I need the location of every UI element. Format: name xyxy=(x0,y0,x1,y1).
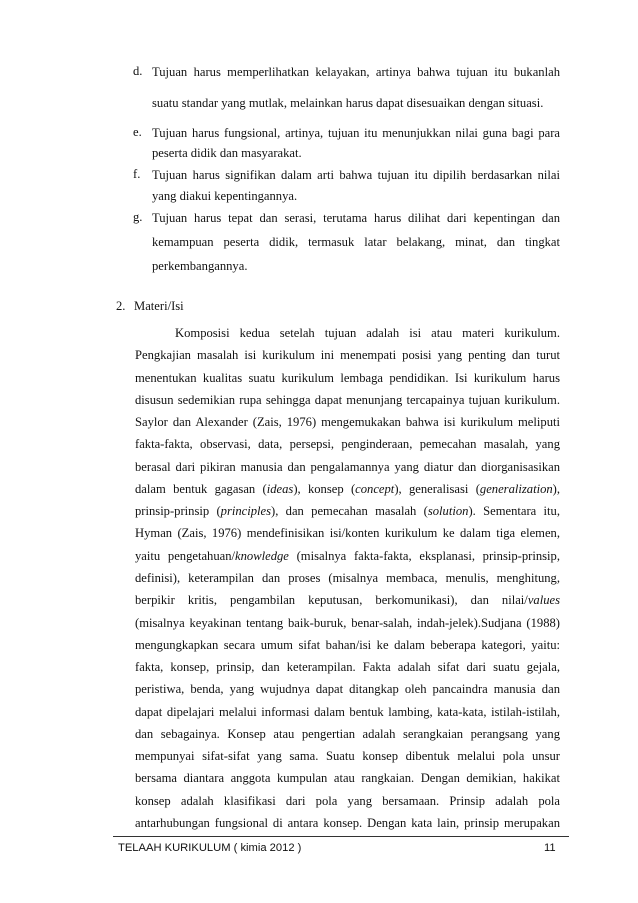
list-f-marker: f. xyxy=(133,167,141,181)
list-e-marker: e. xyxy=(133,125,142,139)
body-line: bersama diantara anggota kumpulan atau rangkaian. Dengan demikian, hakikat xyxy=(135,771,560,785)
footer-rule xyxy=(113,836,569,837)
body-line-overflow: antarhubungan fungsional di antara konsep. Dengan kata lain, prinsip merupakan xyxy=(135,816,560,830)
list-g-line-3: perkembangannya. xyxy=(152,259,248,273)
body-line-with-italics: dalam bentuk gagasan (ideas), konsep (concept), generalisasi (generalization), xyxy=(135,482,561,496)
body-line: peristiwa, benda, yang wujudnya dapat ditangkap oleh pancaindra manusia dan xyxy=(135,682,560,696)
body-line: (misalnya keyakinan tentang baik-buruk, benar-salah, indah-jelek).Sudjana (1988) xyxy=(135,616,560,630)
body-line-with-italics: prinsip-prinsip (principles), dan pemecahan masalah (solution). Sementara itu, xyxy=(135,504,560,518)
body-line: fakta, konsep, prinsip, dan keterampilan. Fakta adalah sifat dari suatu gejala, xyxy=(135,660,560,674)
body-line: berasal dari pikiran manusia dan pengalamannya yang diatur dan diorganisasikan xyxy=(135,460,560,474)
list-d-line-1: Tujuan harus memperlihatkan kelayakan, artinya bahwa tujuan itu bukanlah xyxy=(152,65,560,79)
body-line: mempunyai sifat-sifat yang sama. Suatu konsep dibentuk melalui pola unsur xyxy=(135,749,560,763)
list-marker: d. xyxy=(133,64,143,78)
body-line: disusun sedemikian rupa sehingga dapat menunjang tercapainya tujuan kurikulum. xyxy=(135,393,560,407)
body-line: definisi), keterampilan dan proses (misalnya membaca, menulis, menghitung, xyxy=(135,571,560,585)
list-g-line-2: kemampuan peserta didik, termasuk latar belakang, minat, dan tingkat xyxy=(152,235,560,249)
list-d-line-2: suatu standar yang mutlak, melainkan harus dapat disesuaikan dengan situasi. xyxy=(152,96,544,110)
list-f-line-2: yang diakui kepentingannya. xyxy=(152,189,298,203)
list-f-line-1: Tujuan harus signifikan dalam arti bahwa tujuan itu dipilih berdasarkan nilai xyxy=(152,168,560,182)
list-g-line-1: Tujuan harus tepat dan serasi, terutama harus dilihat dari kepentingan dan xyxy=(152,211,560,225)
body-line-with-italics: berpikir kritis, pengambilan keputusan, berkomunikasi), dan nilai/values xyxy=(135,593,560,607)
body-line: konsep adalah klasifikasi dari pola yang bersamaan. Prinsip adalah pola xyxy=(135,794,560,808)
list-g-marker: g. xyxy=(133,210,143,224)
list-e-line-2: peserta didik dan masyarakat. xyxy=(152,146,302,160)
page-number: 11 xyxy=(544,842,556,854)
footer-title: TELAAH KURIKULUM ( kimia 2012 ) xyxy=(118,842,302,854)
body-line-with-italics: yaitu pengetahuan/knowledge (misalnya fakta-fakta, eksplanasi, prinsip-prinsip, xyxy=(135,549,560,563)
section-number: 2. xyxy=(116,299,126,313)
body-line: Hyman (Zais, 1976) mendefinisikan isi/konten kurikulum ke dalam tiga elemen, xyxy=(135,526,560,540)
body-line: Saylor dan Alexander (Zais, 1976) mengemukakan bahwa isi kurikulum meliputi xyxy=(135,415,560,429)
list-e-line-1: Tujuan harus fungsional, artinya, tujuan itu menunjukkan nilai guna bagi para xyxy=(152,126,560,140)
section-title: Materi/Isi xyxy=(134,299,184,313)
body-line: fakta-fakta, observasi, data, persepsi, penginderaan, pemecahan masalah, yang xyxy=(135,437,560,451)
body-line: dan sebagainya. Konsep atau pengertian adalah serangkaian perangsang yang xyxy=(135,727,560,741)
body-line: Pengkajian masalah isi kurikulum ini menempati posisi yang penting dan turut xyxy=(135,348,560,362)
body-line: Komposisi kedua setelah tujuan adalah isi atau materi kurikulum. xyxy=(175,326,560,340)
body-line: dapat dipelajari melalui informasi dalam bentuk lambing, kata-kata, istilah-istilah, xyxy=(135,705,560,719)
body-line: mengungkapkan secara umum sifat bahan/isi ke dalam beberapa kategori, yaitu: xyxy=(135,638,560,652)
body-line: menentukan kualitas suatu kurikulum lembaga pendidikan. Isi kurikulum harus xyxy=(135,371,560,385)
